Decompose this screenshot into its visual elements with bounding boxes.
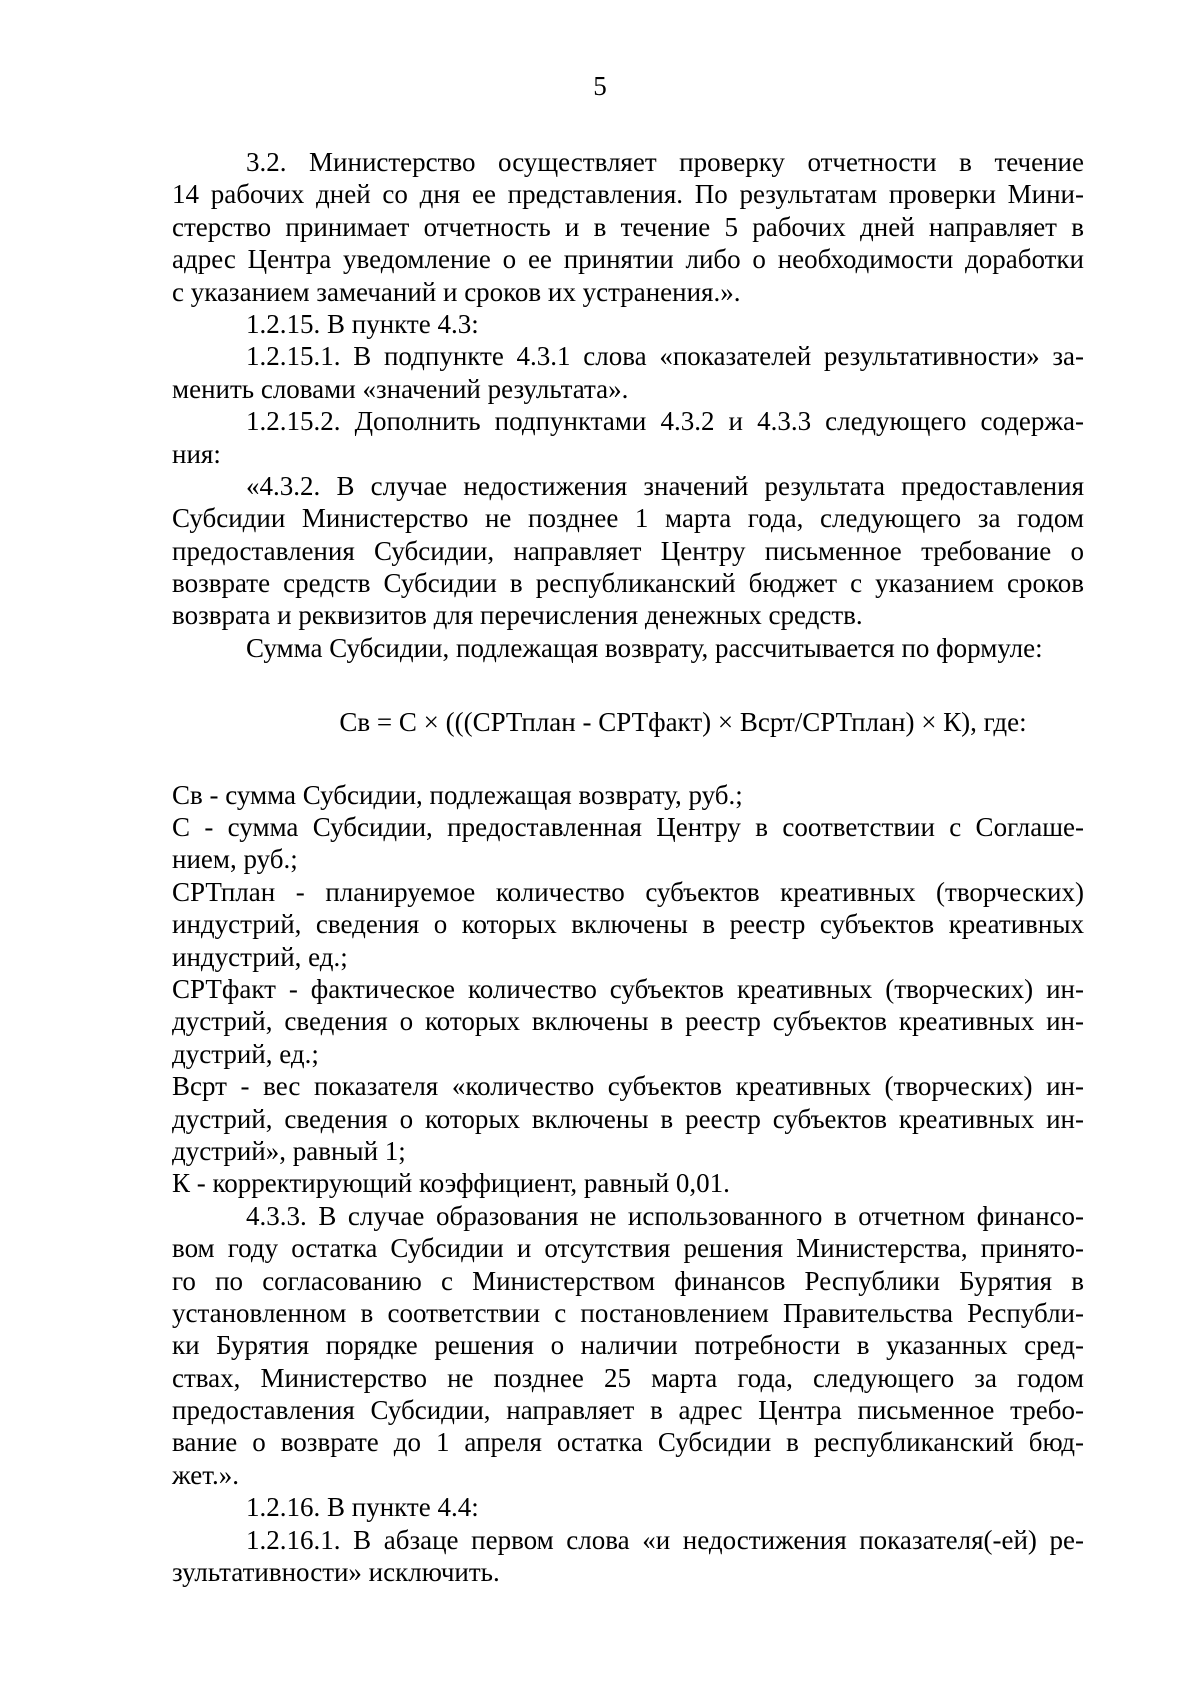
- text-line: ния:: [172, 438, 221, 469]
- definition-line: Св - сумма Субсидии, подлежащая возврату, руб.;: [172, 779, 743, 810]
- text-line: ки Бурятия порядке решения о наличии потребности в указанных сред-: [172, 1330, 1084, 1361]
- text-line: го по согласованию с Министерством финансов Республики Бурятия в: [172, 1265, 1084, 1296]
- definition-line: индустрий, ед.;: [172, 941, 348, 972]
- paragraph-4-3-2: [172, 470, 1084, 632]
- text-line: 1.2.16.1. В абзаце первом слова «и недостижения показателя(-ей) ре-: [246, 1524, 1084, 1555]
- definition-line: С - сумма Субсидии, предоставленная Центру в соответствии с Соглаше-: [172, 812, 1084, 843]
- text-line: ствах, Министерство не позднее 25 марта года, следующего за годом: [172, 1362, 1084, 1393]
- paragraph-1-2-15: [172, 308, 1084, 340]
- definition-line: СРТфакт - фактическое количество субъектов креативных (творческих) ин-: [172, 973, 1084, 1004]
- text-line: с указанием замечаний и сроков их устранения.».: [172, 276, 741, 307]
- text-line: «4.3.2. В случае недостижения значений результата предоставления: [246, 470, 1084, 501]
- document-body: [172, 146, 1084, 1588]
- definitions: [172, 779, 1084, 1200]
- paragraph-1-2-15-1: [172, 340, 1084, 405]
- definition-line: дустрий, сведения о которых включены в реестр субъектов креативных ин-: [172, 1103, 1084, 1134]
- text-line: стерство принимает отчетность и в течение 5 рабочих дней направляет в: [172, 211, 1084, 242]
- text-line: Сумма Субсидии, подлежащая возврату, рассчитывается по формуле:: [246, 632, 1043, 663]
- page-number: 5: [593, 71, 607, 101]
- text-line: 1.2.15. В пункте 4.3:: [246, 308, 479, 339]
- definition-line: дустрий», равный 1;: [172, 1135, 406, 1166]
- text-line: 1.2.15.1. В подпункте 4.3.1 слова «показателей результативности» за-: [246, 341, 1084, 372]
- text-line: возврата и реквизитов для перечисления денежных средств.: [172, 600, 863, 631]
- definition-line: Всрт - вес показателя «количество субъектов креативных (творческих) ин-: [172, 1071, 1084, 1102]
- text-line: адрес Центра уведомление о ее принятии либо о необходимости доработки: [172, 244, 1084, 275]
- definition-line: К - корректирующий коэффициент, равный 0,01.: [172, 1168, 730, 1199]
- text-line: предоставления Субсидии, направляет в адрес Центра письменное требо-: [172, 1395, 1084, 1426]
- text-line: 14 рабочих дней со дня ее представления. По результатам проверки Мини-: [172, 179, 1084, 210]
- text-line: вом году остатка Субсидии и отсутствия решения Министерства, принято-: [172, 1233, 1084, 1264]
- text-line: возврате средств Субсидии в республиканский бюджет с указанием сроков: [172, 568, 1084, 599]
- definition-line: дустрий, сведения о которых включены в реестр субъектов креативных ин-: [172, 1006, 1084, 1037]
- text-line: менить словами «значений результата».: [172, 373, 629, 404]
- text-line: вание о возврате до 1 апреля остатка Субсидии в республиканский бюд-: [172, 1427, 1084, 1458]
- text-line: установленном в соответствии с постановлением Правительства Республи-: [172, 1297, 1084, 1328]
- text-line: 1.2.15.2. Дополнить подпунктами 4.3.2 и 4.3.3 следующего содержа-: [246, 406, 1084, 437]
- text-line: Субсидии Министерство не позднее 1 марта года, следующего за годом: [172, 503, 1084, 534]
- paragraph-4-3-3: [172, 1200, 1084, 1492]
- definition-line: дустрий, ед.;: [172, 1038, 319, 1069]
- text-line: зультативности» исключить.: [172, 1557, 500, 1588]
- text-line: 4.3.3. В случае образования не использованного в отчетном финансо-: [246, 1200, 1084, 1231]
- text-line: 1.2.16. В пункте 4.4:: [246, 1492, 479, 1523]
- paragraph-1-2-16-1: [172, 1524, 1084, 1589]
- definition-line: индустрий, сведения о которых включены в реестр субъектов креативных: [172, 909, 1084, 940]
- formula: Св = С × (((СРТплан - СРТфакт) × Всрт/СРТплан) × К), где:: [339, 707, 1027, 738]
- text-line: жет.».: [172, 1459, 240, 1490]
- text-line: предоставления Субсидии, направляет Центру письменное требование о: [172, 535, 1084, 566]
- text-line: 3.2. Министерство осуществляет проверку отчетности в течение: [246, 147, 1084, 177]
- definition-line: СРТплан - планируемое количество субъектов креативных (творческих): [172, 876, 1084, 907]
- definition-line: нием, руб.;: [172, 844, 298, 875]
- paragraph-formula-intro: [172, 632, 1084, 664]
- paragraph-1-2-15-2: [172, 405, 1084, 470]
- paragraph-1-2-16: [172, 1491, 1084, 1523]
- paragraph-3-2: [172, 146, 1084, 308]
